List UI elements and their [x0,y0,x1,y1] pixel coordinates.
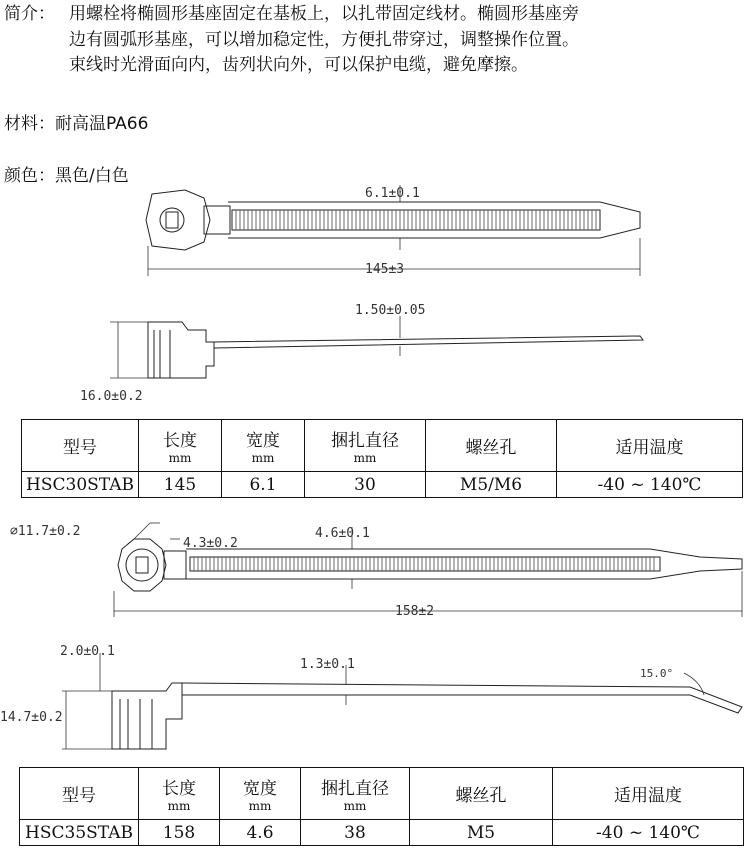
header-length: 长度 mm [139,420,222,472]
dim-height-35: 14.7±0.2 [0,710,63,725]
cell-screw: M5/M6 [426,472,557,498]
intro-line-1: 用螺栓将椭圆形基座固定在基板上，以扎带固定线材。椭圆形基座旁 [69,4,579,24]
header-width: 宽度 mm [220,768,301,820]
header-model: 型号 [20,768,139,820]
dim-offset-35: 2.0±0.1 [60,644,115,659]
header-width: 宽度 mm [222,420,305,472]
side-strap-35 [182,683,742,713]
table-header-row [22,420,743,472]
cell-length: 145 [139,472,222,498]
dim-angle-35: 15.0° [640,667,674,680]
table-row [20,820,744,846]
cell-model: HSC35STAB [20,820,139,846]
header-screw: 螺丝孔 [426,420,557,472]
table-header-row [20,768,744,820]
header-temp: 适用温度 [557,420,743,472]
strap-body-35 [186,549,742,579]
dim-thickness-35: 1.3±0.1 [300,657,355,672]
cell-bundle: 38 [301,820,410,846]
drawing-hsc30-top [0,180,750,410]
intro-line-3: 束线时光滑面向内，齿列状向外，可以保护电缆，避免摩擦。 [69,55,528,75]
cell-temp: -40 ~ 140℃ [557,472,743,498]
color-label: 颜色： [4,166,55,186]
side-strap-30 [214,336,643,348]
strap-body [228,202,640,238]
dim-length-35: 158±2 [395,604,435,619]
cell-width: 4.6 [220,820,301,846]
cell-model: HSC30STAB [22,472,139,498]
dim-length-30: 145±3 [365,262,405,277]
mount-head-octagon [118,539,166,591]
material-line [4,109,148,134]
cell-length: 158 [139,820,220,846]
cell-width: 6.1 [222,472,305,498]
intro-label: 简介： [4,4,55,24]
material-label: 材料： [4,114,55,134]
intro-section [4,2,746,79]
dim-thickness-30: 1.50±0.05 [355,303,426,318]
side-mount-30 [148,322,214,378]
dim-width-35: 4.6±0.1 [315,526,370,541]
cell-screw: M5 [410,820,553,846]
color-value: 黑色/白色 [55,166,129,186]
side-mount-35 [112,683,182,749]
material-value: 耐高温PA66 [55,114,149,134]
cell-temp: -40 ~ 140℃ [553,820,744,846]
header-bundle: 捆扎直径 mm [301,768,410,820]
dim-hole-35: ∅11.7±0.2 [10,524,81,539]
header-bundle: 捆扎直径 mm [305,420,426,472]
drawing-hsc35-top [0,505,750,763]
spec-table-hsc35 [19,767,744,846]
dim-height-30: 16.0±0.2 [80,389,143,404]
header-temp: 适用温度 [553,768,744,820]
header-model: 型号 [22,420,139,472]
cell-bundle: 30 [305,472,426,498]
dim-neck-35: 4.3±0.2 [183,536,238,551]
table-row [22,472,743,498]
header-length: 长度 mm [139,768,220,820]
header-screw: 螺丝孔 [410,768,553,820]
intro-line-2: 边有圆弧形基座，可以增加稳定性，方便扎带穿过，调整操作位置。 [69,29,579,50]
dim-width-30: 6.1±0.1 [365,186,420,201]
spec-table-hsc30 [21,419,743,498]
